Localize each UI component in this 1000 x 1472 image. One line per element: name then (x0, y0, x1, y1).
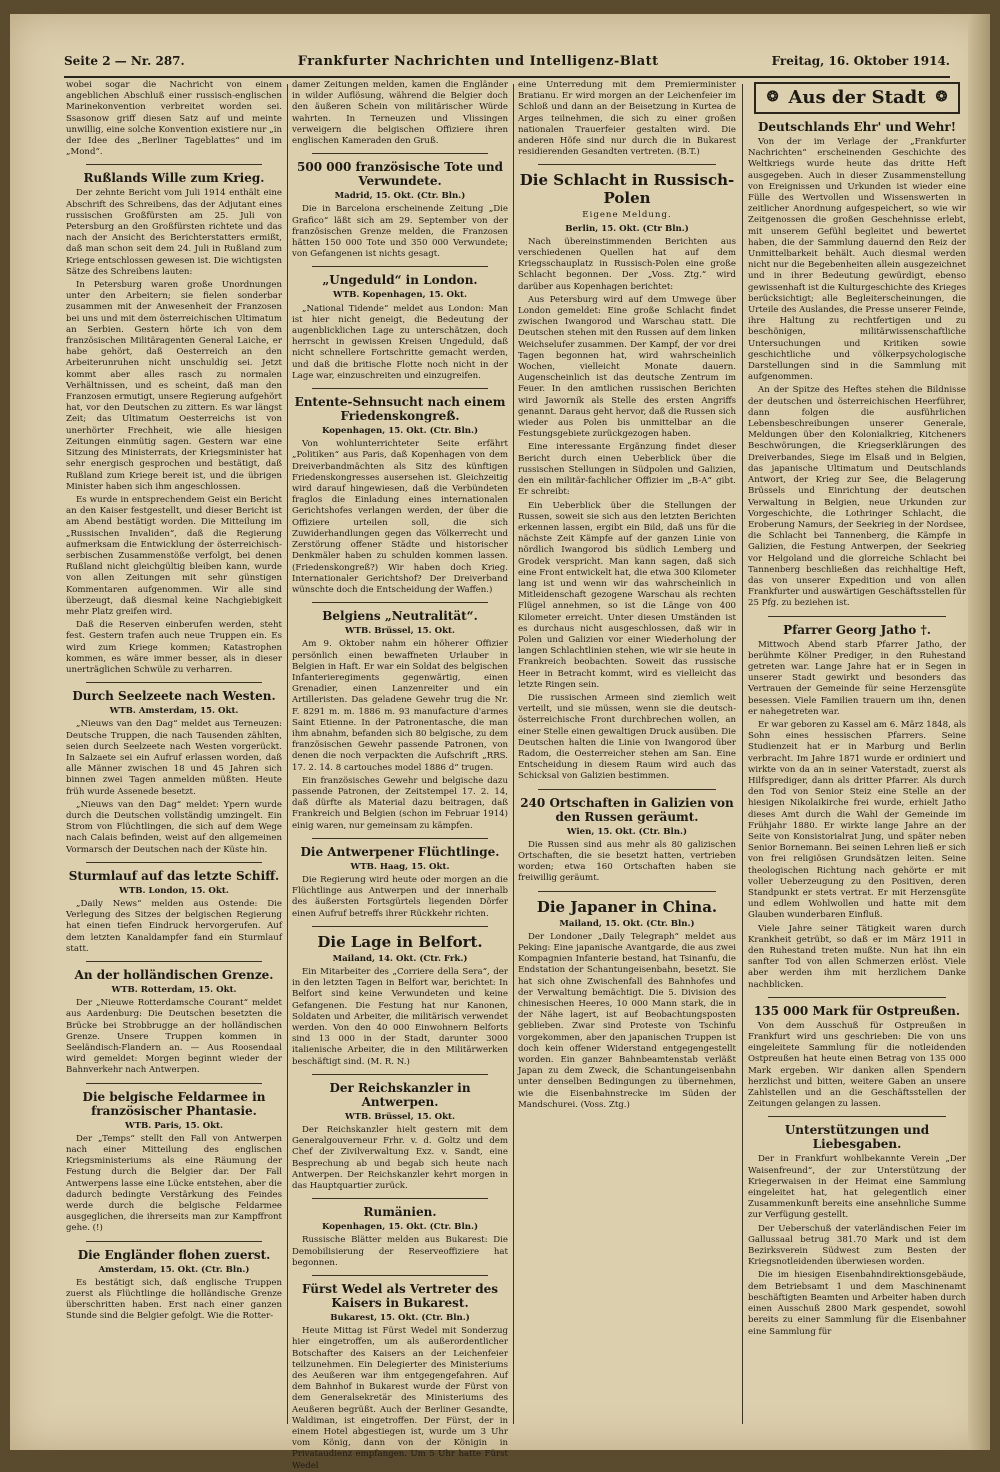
headline: Rußlands Wille zum Krieg. (83, 171, 265, 186)
article-text: Von der im Verlage der „Frankfurter Nachrichten“ erscheinenden Geschichte des Weltkriegs wurde heute das dritte Heft ausgegeben. Auch in dieser Zusammenstellung von Ereignissen und Urkunden ist wieder eine Fülle des Wertvollen und Wissenswerten in zeitlicher Anordnung aufgespeichert, so wie wir Zeitgenossen die großen Geschehnisse erlebt, mit unserem Gefühl begleitet und bewertet haben, die der Sammlung dauernd den Reiz der Unmittelbarkeit behält. Auch diesmal werden nicht nur die Begebenheiten allein ausgezeichnet und in ihrer Bedeutung gewürdigt, ebenso gewissenhaft ist die Kulturgeschichte des Krieges berücksichtigt; alle Begleiterscheinungen, die Urteile des Auslandes, die Presse unserer Feinde, ihre Haltung zu rechtfertigen und zu beschönigen, militärwissenschaftliche Untersuchungen und Kritiken sowie geschichtliche und völkerpsychologische Darstellungen sind in die Sammlung mit aufgenommen. (748, 137, 966, 383)
dateline: WTB. Amsterdam, 15. Okt. (109, 706, 239, 717)
headline: 240 Ortschaften in Galizien von den Russen geräumt. (520, 795, 734, 824)
headline: Die Japaner in China. (536, 897, 718, 916)
article-text: Von wohlunterrichteter Seite erfährt „Politiken“ aus Paris, daß Kopenhagen von dem Dreiverbandmächten als Sitz des künftigen Friedenskongresses ausersehen ist. Gleichzeitig wird darauf hingewiesen, daß die Verbündeten fraglos die Einladung eines internationalen Gerichtshofes verlangen werden, der über die Offiziere urteilen soll, die sich Zuwiderhandlungen gegen das Völkerrecht und Zerstörung offener Städte und historischer Denkmäler haben zu schulden kommen lassen. (Friedenskongreß?) Wir haben doch Krieg. Internationaler Gerichtshof? Der Dreiverband wünschte doch die Entscheidung der Waffen.) (292, 439, 508, 595)
article-separator (768, 997, 946, 998)
article-text: Die Russen sind aus mehr als 80 galizischen Ortschaften, die sie besetzt hatten, vertrieben worden; etwa 160 Ortschaften haben sie freiwillig geräumt. (518, 839, 736, 884)
dateline: WTB. Haag, 15. Okt. (350, 861, 450, 872)
dateline: Amsterdam, 15. Okt. (Ctr. Bln.) (98, 1264, 250, 1275)
headline: Sturmlauf auf das letzte Schiff. (68, 868, 280, 883)
article-separator (312, 602, 488, 603)
column-divider (742, 84, 743, 1424)
article-text: Eine interessante Ergänzung findet dieser Bericht durch einen Ueberblick über die russischen Stellungen in Südpolen und Galizien, den ein militär-fachlicher Offizier im „B-A“ gibt. Er schreibt: (518, 442, 736, 498)
article-text: wobei sogar die Nachricht von einem angeblichen Abschluß einer russisch-englischen Marinekonvention verbreitet worden sei. Ssasonow griff diesen Satz auf und meinte unwillig, eine solche Konvention existiere nur „in der Idee des „Berliner Tageblattes“ und im „Mond“. (66, 80, 282, 158)
article-text: Es bestätigt sich, daß englische Truppen zuerst als Flüchtlinge die holländische Grenze überschritten haben. Erst nach einer ganzen Stunde sind die Belgier gefolgt. Wie die Rotter- (66, 1277, 282, 1322)
article-text: Der „Temps“ stellt den Fall von Antwerpen nach einer Mitteilung des englischen Kriegsministeriums als eine Räumung der Festung durch die Belgier dar. Der Fall Antwerpens lasse eine Lücke entstehen, aber die dadurch bedingte Verstärkung des Feindes werde durch die belgische Feldarmee ausgeglichen, die ihrerseits man zur Kampffront gehe. (!) (66, 1133, 282, 1234)
article-separator (312, 1198, 488, 1199)
column-4 (748, 80, 966, 1430)
column-divider (513, 84, 514, 1424)
dateline: Kopenhagen, 15. Okt. (Ctr. Bln.) (321, 426, 479, 437)
headline: Pfarrer Georg Jatho †. (783, 622, 931, 637)
article-text: Nach übereinstimmenden Berichten aus verschiedenen Quellen hat auf dem Kriegsschauplatz in Russisch-Polen eine große Schlacht begonnen. Der „Voss. Ztg.“ wird darüber aus Kopenhagen berichtet: (518, 236, 736, 292)
headline: 135 000 Mark für Ostpreußen. (753, 1003, 961, 1018)
headline: Die Lage in Belfort. (317, 932, 483, 951)
article-text: Daß die Reserven einberufen werden, steht fest. Gestern trafen auch neue Truppen ein. Es wird zum Kriege kommen; Katastrophen kommen, es wäre immer besser, als in dieser unerträglichen Schwüle zu verharren. (66, 620, 282, 675)
article-text: Die russischen Armeen sind ziemlich weit verteilt, und sie müssen, wenn sie die deutsch-österreichische Front durchbrechen wollen, an einer Stelle einen gewaltigen Druck ausüben. Die Deutschen halten die Linie von Iwangorod über Radom, die Oesterreicher stehen am San. Eine Entscheidung in diesem Raum wird auch das Schicksal von Galizien bestimmen. (518, 692, 736, 782)
ornament-icon: ❂ (766, 89, 779, 106)
dateline: WTB. London, 15. Okt. (119, 885, 229, 896)
article-text: Ein Ueberblick über die Stellungen der Russen, soweit sie sich aus den letzten Berichten erkennen lassen, ergibt ein Bild, daß uns für die nächste Zeit Kämpfe auf der ganzen Linie von nördlich Iwangorod bis südlich Lemberg und Grodek verspricht. Man kann sagen, daß sich eine Front entwickelt hat, die etwa 300 Kilometer lang ist und wenn wir das wahrscheinlich in Mitleidenschaft gezogene Warschau als rechten Flügel annehmen, so ist die Länge von 400 Kilometer erreicht. Unter diesen Umständen ist es durchaus nicht ausgeschlossen, daß wir in Polen und Galizien vor einer Wiederholung der langen Schlachtlinien stehen, wie wir sie heute in Frankreich beobachten. Soweit das russische Heer in Betracht kommt, wird es vielleicht das letzte Ringen sein. (518, 500, 736, 690)
article-separator (768, 1116, 946, 1117)
page-header (64, 54, 950, 74)
article-separator (312, 838, 488, 839)
article-separator (312, 1074, 488, 1075)
column-3 (518, 80, 736, 1430)
article-separator (86, 862, 262, 863)
dateline: WTB. Brüssel, 15. Okt. (344, 626, 456, 637)
column-divider (287, 84, 288, 1424)
dateline: WTB. Paris, 15. Okt. (124, 1120, 224, 1131)
kicker: Eigene Meldung. (582, 210, 672, 221)
header-date: Freitag, 16. Oktober 1914. (771, 54, 950, 68)
newspaper-page (10, 14, 990, 1471)
dateline: Kopenhagen, 15. Okt. (Ctr. Bln.) (321, 1222, 479, 1233)
article-separator (768, 616, 946, 617)
dateline: WTB. Kopenhagen, 15. Okt. (333, 290, 467, 301)
headline: Durch Seelzeete nach Westen. (72, 689, 276, 704)
page-binding-edge (968, 14, 990, 1450)
article-text: „Nieuws van den Dag“ meldet aus Terneuzen: Deutsche Truppen, die nach Tausenden zählten, seien durch Seelzeete nach Westen vorgerückt. In Salzaete sei ein Aufruf erlassen worden, daß alle Männer zwischen 18 und 45 Jahren sich binnen zwei Tagen anmelden müßten. Heute früh wurde Assenede besetzt. (66, 719, 282, 797)
article-separator (86, 682, 262, 683)
headline: Entente-Sehnsucht nach einem Friedenskongreß. (294, 395, 506, 424)
article-text: „Daily News“ melden aus Ostende: Die Verlegung des Sitzes der belgischen Regierung hat einen tiefen Eindruck hervorgerufen. Auf dem letzten Kanaldampfer fand ein Sturmlauf statt. (66, 899, 282, 954)
article-text: In Petersburg waren große Unordnungen unter den Arbeitern; sie fielen sonderbar zusammen mit der Anwesenheit der Franzosen bei uns und mit dem österreichischen Ultimatum an Serbien. Gestern hörte ich von dem französischen Militäragenten General Laiche, er habe gehört, daß Oesterreich an den Arbeiterunruhen nicht unschuldig sei. Jetzt kommt aber alles rasch zu normalen Verhältnissen, und es scheint, daß man den Franzosen ermutigt, unsere Regierung aufgehört hat, vor den Deutschen zu zittern. Es war längst Zeit; das Ultimatum Oesterreichs ist von unerhörter Frechheit, wie alle hiesigen Zeitungen einmütig sagen. Gestern war eine Sitzung des Ministerrats, der Kriegsminister hat sehr energisch gesprochen und bestätigt, daß Rußland zum Kriege bereit ist, und die übrigen Minister haben sich ihm angeschlossen. (66, 280, 282, 492)
article-text: Die in Barcelona erscheinende Zeitung „Die Grafico“ läßt sich am 29. September von der französischen Grenze melden, die Franzosen hätten 150 000 Tote und 350 000 Verwundete; von Gefangenen ist nichts gesagt. (292, 204, 508, 260)
dateline: Madrid, 15. Okt. (Ctr. Bln.) (334, 191, 466, 202)
dateline: Mailand, 14. Okt. (Ctr. Frk.) (332, 953, 468, 964)
article-text: Der in Frankfurt wohlbekannte Verein „Der Waisenfreund“, der zur Unterstützung der Kriegerwaisen in der Heimat eine Sammlung eingeleitet hat, hat gelegentlich einer Zusammenkunft bereits eine ansehnliche Summe zur Verfügung gestellt. (748, 1154, 966, 1221)
article-text: damer Zeitungen melden, kamen die Engländer in wilder Auflösung, während die Belgier doch den äußeren Schein von militärischer Würde wahrten. In Terneuzen und Vlissingen verweigern die belgischen Offiziere ihren englischen Kameraden den Gruß. (292, 80, 508, 147)
column-1 (66, 80, 282, 1430)
article-text: Von dem Ausschuß für Ostpreußen in Frankfurt wird uns geschrieben: Die von uns eingeleitete Sammlung für die notleidenden Ostpreußen hat heute einen Betrag von 135 000 Mark ergeben. Wir danken allen Spendern herzlichst und bitten, weitere Gaben an unsere Zahlstellen und an die Geschäftsstellen der Zeitungen gelangen zu lassen. (748, 1020, 966, 1110)
article-separator (538, 891, 716, 892)
article-text: Ein französisches Gewehr und belgische dazu passende Patronen, der Zeitstempel 17. 2. 14, daß dürfte als Material dazu beitragen, daß Frankreich und Belgien (schon im Februar 1914) einig waren, nur gemeinsam zu kämpfen. (292, 775, 508, 831)
dateline: Berlin, 15. Okt. (Ctr Bln.) (565, 223, 689, 234)
headline: Belgiens „Neutralität“. (322, 609, 478, 624)
article-text: Der zehnte Bericht vom Juli 1914 enthält eine Abschrift des Schreibens, das der Adjutant eines russischen Großfürsten am 25. Juli von Petersburg an den Großfürsten richtete und das nach der Ansicht des Berichterstatters ermißt, daß man schon seit dem 24. Juli in Rußland zum Kriege entschlossen gewesen ist. Die wichtigsten Sätze des Schreibens lauten: (66, 188, 282, 277)
article-separator (86, 1241, 262, 1242)
header-page-number: Seite 2 — Nr. 287. (64, 54, 185, 68)
article-text: Es wurde in entsprechendem Geist ein Bericht an den Kaiser festgestellt, und dieser Bericht ist am Abend bestätigt worden. Die Mitteilung im „Russischen Invaliden“, daß die Regierung aufmerksam die Entwicklung der österreichisch-serbischen Zusammenstöße verfolgt, bei denen Rußland nicht gleichgültig bleiben kann, wurde von allen Zeitungen mit sehr günstigen Kommentaren aufgenommen. Wir alle sind überzeugt, daß diesmal keine Nachgiebigkeit mehr Platz greifen wird. (66, 494, 282, 617)
article-text: Der Londoner „Daily Telegraph“ meldet aus Peking: Eine japanische Avantgarde, die aus zwei Kompagnien Infanterie bestand, hat Tsinanfu, die Endstation der Schantungeisenbahn, besetzt. Sie hat sich ohne Zwischenfall des Bahnhofes und der Verwaltung bemächtigt. Die 5. Division des chinesischen Heeres, 10 000 Mann stark, die in der Nähe lagert, ist auf Beobachtungsposten geblieben. Zwar sind Proteste von Tschinfu vorgekommen, aber den japanischen Truppen ist doch kein offener Widerstand entgegengestellt worden. Ein ganzer Bahnbeamtenstab verläßt Japan zu dem Zweck, die Schantungeisenbahn unter denselben Bedingungen zu übernehmen, wie die Eisenbahnstrecke im Süden der Mandschurei. (Voss. Ztg.) (518, 931, 736, 1110)
article-separator (86, 1083, 262, 1084)
headline: Fürst Wedel als Vertreter des Kaisers in Bukarest. (301, 1282, 499, 1311)
article-text: Der Ueberschuß der vaterländischen Feier im Gallussaal betrug 381.70 Mark und ist dem Bezirksverein Südwest zum Besten der Kriegsnotleidenden überwiesen worden. (748, 1223, 966, 1268)
headline: Der Reichskanzler in Antwerpen. (329, 1080, 471, 1109)
article-text: Am 9. Oktober nahm ein höherer Offizier persönlich einen bewaffneten Urlauber in Belgien in Haft. Er war ein Soldat des belgischen Infanterieregiments gegenwärtig, einen Grenadier, einen Lanzenreiter und ein Artilleristen. Das geladene Gewehr trug die Nr. F. 8291 m. m. 1886 m. 93 manufacture d'armes Saint Etienne. In der Patronentasche, die man ihm abnahm, befanden sich 80 belgische, zu dem französischen Gewehr passende Patronen, von denen die noch verpackten die Aufschrift „RRS. 17. 2. 14. 8 cartouches model 1886 d“ trugen. (292, 639, 508, 773)
article-separator (312, 266, 488, 267)
dateline: Mailand, 15. Okt. (Ctr. Bln.) (559, 918, 695, 929)
headline: Die Antwerpener Flüchtlinge. (300, 844, 500, 859)
masthead-title: Frankfurter Nachrichten und Intelligenz-Blatt (297, 54, 659, 69)
article-text: Er war geboren zu Kassel am 6. März 1848, als Sohn eines hessischen Pfarrers. Seine Studienzeit hat er in Marburg und Berlin verbracht. Im Jahre 1871 wurde er ordiniert und wirkte von da an in seiner Vaterstadt, zuerst als Hilfsprediger, dann als dritter Pfarrer. Als durch den Tod von Senior Steiz eine Stelle an der hiesigen Nikolaikirche frei wurde, erhielt Jatho dieses Amt durch die Wahl der Gemeinde im Frühjahr 1880. Er wirkte lange Jahre an der Seite von Konsistorialrat Jung, und später neben Senior Bornemann. Bei seinen Lehren ließ er sich von frei religiösen Grundsätzen leiten. Seine theologischen Richtung nach gehörte er mit voller Ueberzeugung zu den Positiven, deren Standpunkt er stets vertrat. Er mit Herzensgüte und edlem Wohlwollen und hatte mit dem Glauben wunderbaren Einfluß. (748, 719, 966, 921)
headline: Die Engländer flohen zuerst. (77, 1247, 271, 1262)
article-separator (86, 961, 262, 962)
article-text: Aus Petersburg wird auf dem Umwege über London gemeldet: Eine große Schlacht findet zwischen Iwangorod und Warschau statt. Die Deutschen stehen mit den Russen auf dem linken Weichselufer zusammen. Der Kampf, der vor drei Tagen begonnen hat, wird wahrscheinlich Wochen, vielleicht Monate dauern. Augenscheinlich ist das deutsche Zentrum im Feuer. In den amtlichen russischen Berichten wird Jaworník als Stelle des ersten Angriffs genannt. Daraus geht hervor, daß die Russen sich wieder aus Polen bis unmittelbar an die Festungsgebiete zurückgezogen haben. (518, 294, 736, 440)
article-text: An der Spitze des Heftes stehen die Bildnisse der deutschen und österreichischen Heerführer, dann folgen die ausführlichen Lebensbeschreibungen unserer Generale, Meldungen über den Kolonialkrieg, Kitcheners Beschwörungen, die Kriegserklärungen des Dreiverbandes, Siege im Elsaß und in Belgien, das japanische Ultimatum und Deutschlands Antwort, der Krieg zur See, die Belagerung Brüssels und Einrichtung der deutschen Verwaltung in Belgien, neue Urkunden zur Vorgeschichte, die Lothringer Schlacht, die Eroberung Namurs, der Seekrieg in der Nordsee, die Schlacht bei Tannenberg, die Kämpfe in Galizien, die Festung Antwerpen, der Seekrieg vor Helgoland und die glorreiche Schlacht bei Tannenberg beschließen das reichhaltige Heft, das von unserer Expedition und von allen Frankfurter und auswärtigen Geschäftsstellen für 25 Pfg. zu beziehen ist. (748, 385, 966, 609)
ornament-icon: ❂ (935, 89, 948, 106)
article-separator (538, 164, 716, 165)
headline: Rumänien. (363, 1205, 437, 1220)
headline: Die Schlacht in Russisch-Polen (519, 171, 735, 208)
article-text: Mittwoch Abend starb Pfarrer Jatho, der berühmte Kölner Prediger, in den Ruhestand getreten war. Lange Jahre hat er in Segen in unserer Stadt gewirkt und besonders das Vertrauen der Gemeinde für seine Herzensgüte besessen. Viele Familien trauern um ihn, denen er nahegetreten war. (748, 639, 966, 717)
article-text: Die Regierung wird heute oder morgen an die Flüchtlinge aus Antwerpen und der innerhalb des äußersten Fortsgürtels liegenden Dörfer einen Aufruf betreffs ihrer Rückkehr richten. (292, 874, 508, 919)
headline: 500 000 französische Tote und Verwundete. (297, 160, 503, 189)
section-box (754, 82, 960, 114)
article-separator (312, 388, 488, 389)
dateline: Bukarest, 15. Okt. (Ctr. Bln.) (330, 1313, 470, 1324)
article-text: Ein Mitarbeiter des „Corriere della Sera“, der in den letzten Tagen in Belfort war, berichtet: In Belfort sind keine Verwundeten und keine Gefangenen. Die Festung hat nur Kanonen, Soldaten und Arbeiter, die militärisch verwendet werden. Von den 40 000 Einwohnern Belforts sind 13 000 in der Stadt, darunter 3000 italienische Arbeiter, die in den Militärwerken beschäftigt sind. (M. R. N.) (292, 966, 508, 1067)
dateline: WTB. Brüssel, 15. Okt. (344, 1111, 456, 1122)
article-text: Die im hiesigen Eisenbahndirektionsgebäude, dem Betriebsamt 1 und dem Maschinenamt beschäftigten Beamten und Arbeiter haben durch einen Ausschuß 2800 Mark gespendet, sowohl bereits zu einer Sammlung für die Eisenbahner eine Sammlung für (748, 1270, 966, 1337)
article-text: eine Unterredung mit dem Premierminister Bratianu. Er wird morgen an der Leichenfeier im Schloß und dann an der Beisetzung in Kurtea de Arges teilnehmen, die sich zu einer großen nationalen Trauerfeier gestalten wird. Die anderen Höfe sind nur durch die in Bukarest residierenden Gesandten vertreten. (B.T.) (518, 80, 736, 158)
article-separator (312, 1275, 488, 1276)
article-text: „Nieuws van den Dag“ meldet: Ypern wurde durch die Deutschen vollständig umzingelt. Ein Strom von Flüchtlingen, die sich auf dem Wege nach Calais befinden, weist auf den allgemeinen Vormarsch der Deutschen nach der Küste hin. (66, 799, 282, 855)
dateline: WTB. Rotterdam, 15. Okt. (111, 985, 237, 996)
headline: An der holländischen Grenze. (74, 968, 274, 983)
headline: Die belgische Feldarmee in französischer Phantasie. (82, 1089, 266, 1118)
article-separator (86, 164, 262, 165)
article-text: „National Tidende“ meldet aus London: Man ist hier nicht geneigt, die Bedeutung der augenblicklichen Lage zu unterschätzen, doch herrscht in gewissen Kreisen Ungeduld, daß nicht schnellere Fortschritte gemacht werden, und daß die britische Flotte noch nicht in der Lage war, einzuschreiten und einzugreifen. (292, 303, 508, 381)
article-separator (312, 926, 488, 927)
article-text: Heute Mittag ist Fürst Wedel mit Sonderzug hier eingetroffen, um als außerordentlicher Botschafter des Kaisers an der Leichenfeier teilzunehmen. Ein Delegierter des Ministeriums des Aeußeren war ihm entgegengefahren. Auf dem Bahnhof in Bukarest wurde der Fürst von dem Generalsekretär des Ministeriums des Aeußeren begrüßt. Auch der Berliner Gesandte, Waldiman, ist eingetroffen. Der Fürst, der in einem Hotel abgestiegen ist, wurde um 3 Uhr vom König, dann von der Königin in Privataudienz empfangen. Um 5 Uhr hatte Fürst Wedel (292, 1326, 508, 1471)
header-rule (64, 76, 950, 78)
article-text: Russische Blätter melden aus Bukarest: Die Demobilisierung der Reserveoffiziere hat begonnen. (292, 1235, 508, 1268)
article-text: Viele Jahre seiner Tätigkeit waren durch Krankheit getrübt, so daß er im März 1911 in den Ruhestand treten mußte. Nun hat ihn ein sanfter Tod von allen Schmerzen erlöst. Viele aber werden ihm mit herzlichem Danke nachblicken. (748, 923, 966, 990)
column-2 (292, 80, 508, 1471)
headline: „Ungeduld“ in London. (322, 273, 478, 288)
section-title: Aus der Stadt (788, 87, 926, 109)
article-text: Der „Nieuwe Rotterdamsche Courant“ meldet aus Aardenburg: Die Deutschen besetzten die Brücke bei Strobbrugge an der holländischen Grenze. Unsere Truppen kommen in Seeländisch-Flandern an. — Aus Roosendaal wird gemeldet: Morgen beginnt wieder der Bahnverkehr nach Antwerpen. (66, 998, 282, 1076)
article-text: Der Reichskanzler hielt gestern mit dem Generalgouverneur Frhr. v. d. Goltz und dem Chef der Zivilverwaltung Exz. v. Sandt, eine Besprechung ab und begab sich heute nach Antwerpen. Der Reichskanzler kehrt morgen in das Hauptquartier zurück. (292, 1125, 508, 1192)
headline: Unterstützungen und Liebesgaben. (784, 1123, 930, 1152)
dateline: Wien, 15. Okt. (Ctr. Bln.) (566, 826, 688, 837)
article-separator (538, 789, 716, 790)
columns (66, 80, 966, 1471)
headline: Deutschlands Ehr' und Wehr! (758, 120, 956, 134)
article-separator (312, 153, 488, 154)
